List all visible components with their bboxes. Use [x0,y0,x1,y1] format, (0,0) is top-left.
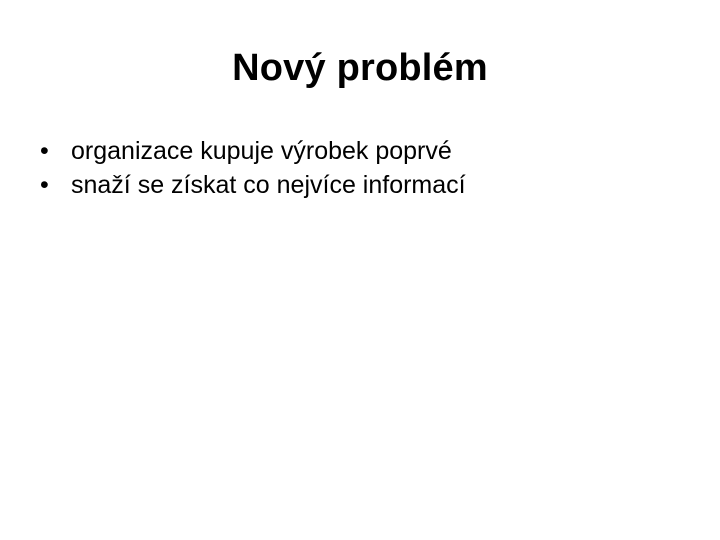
bullet-text: organizace kupuje výrobek poprvé [71,137,452,165]
bullet-icon: • [40,171,49,199]
bullet-item [40,168,680,202]
bullet-list [40,134,680,202]
bullet-item [40,134,680,168]
bullet-text: snaží se získat co nejvíce informací [71,171,466,199]
slide-title: Nový problém [232,47,488,89]
bullet-icon: • [40,137,49,165]
